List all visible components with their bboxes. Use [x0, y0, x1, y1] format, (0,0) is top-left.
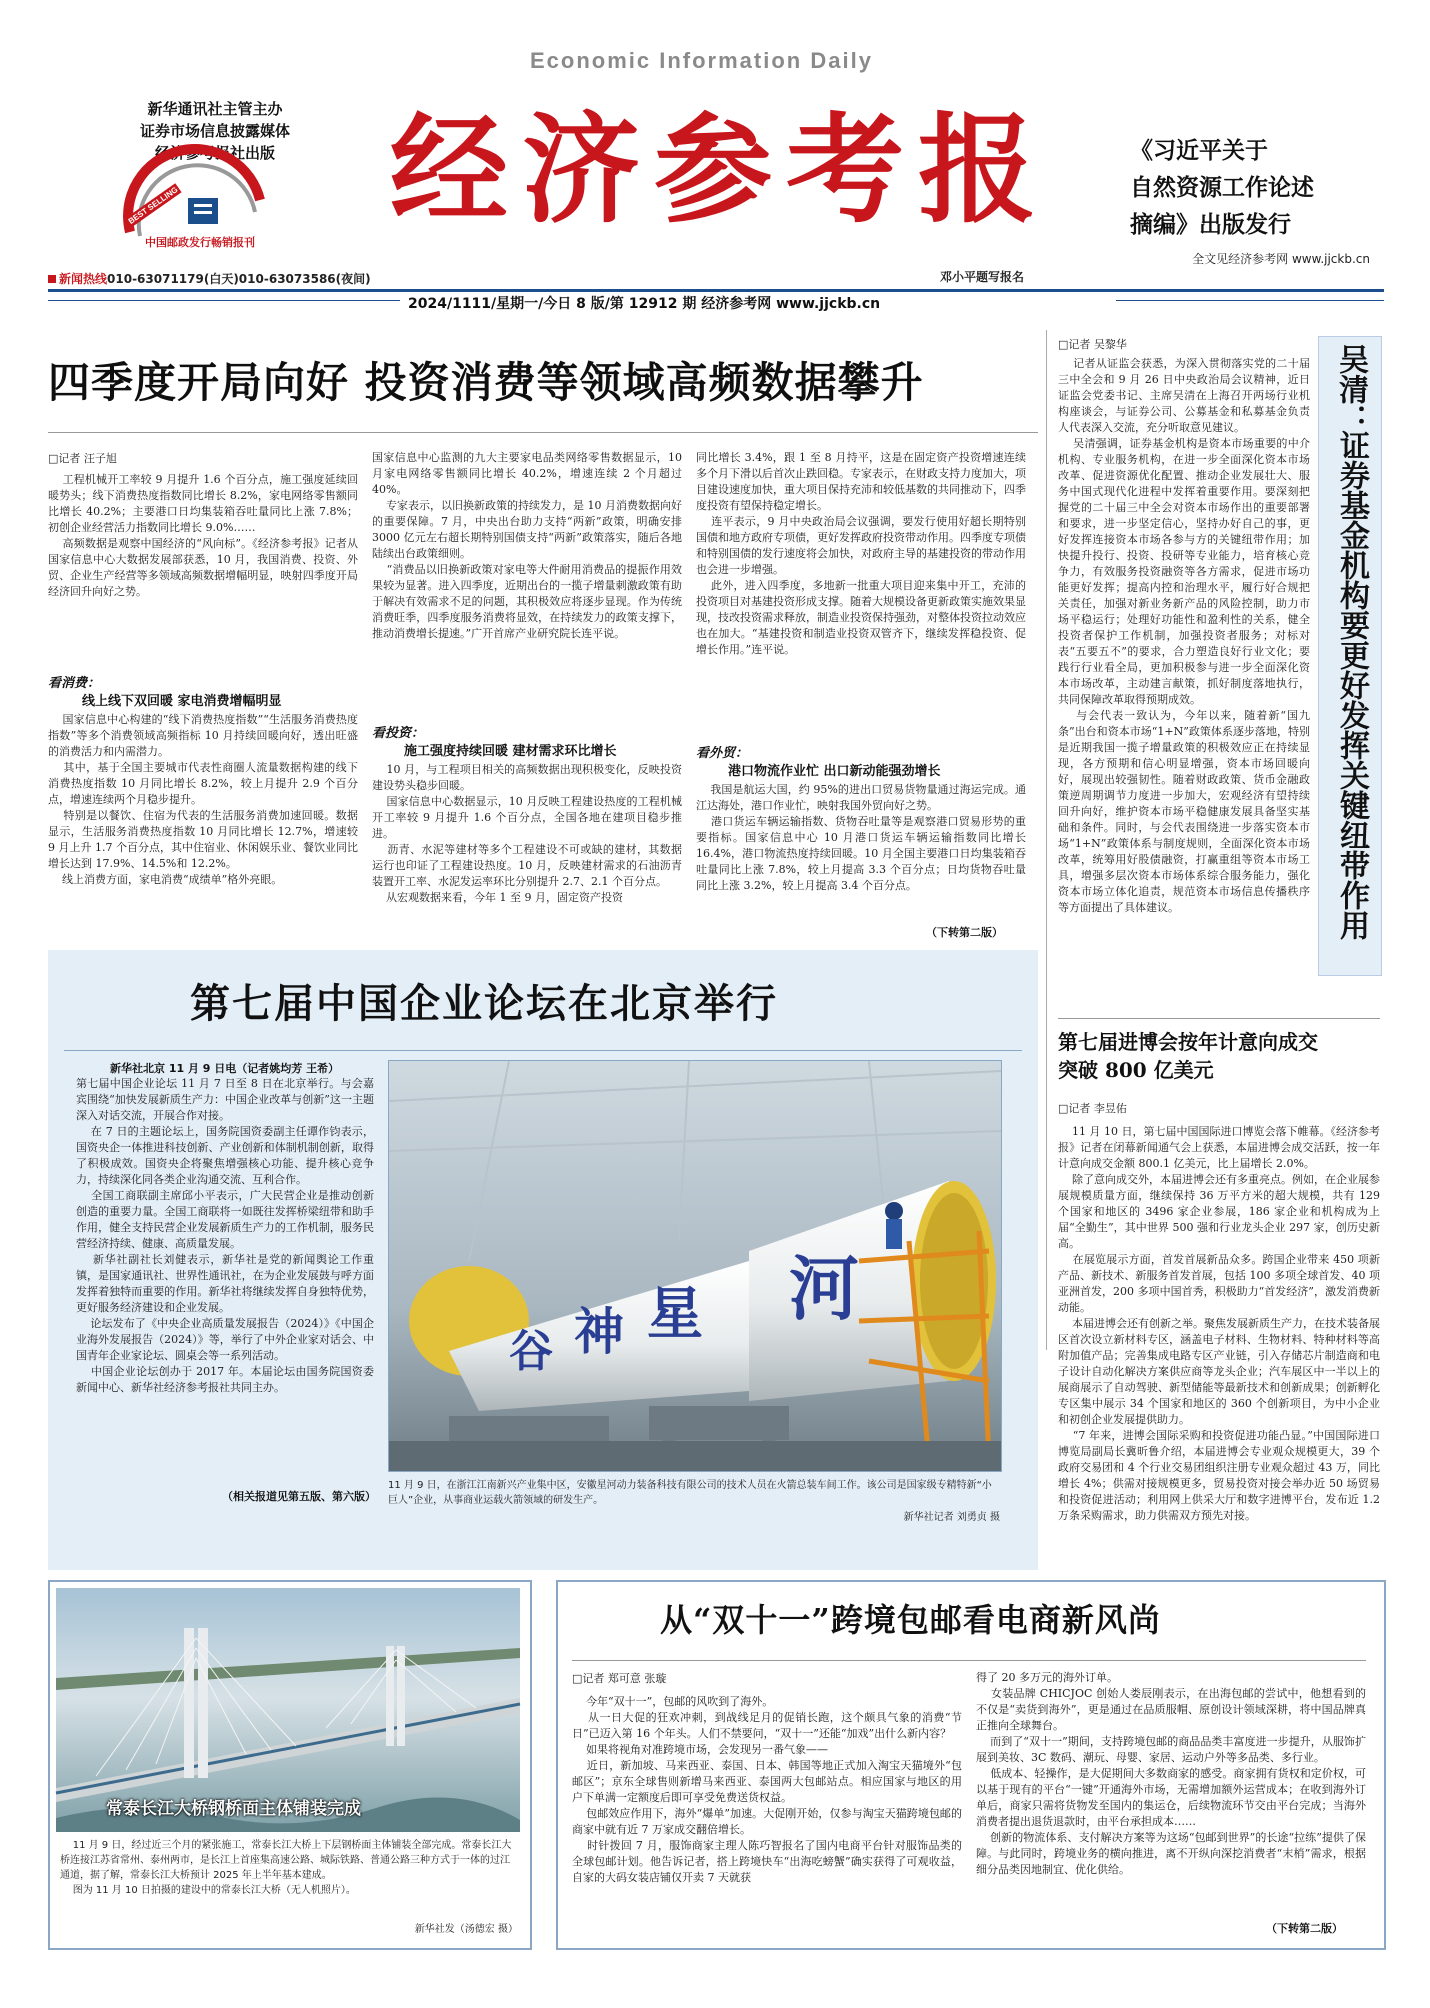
phone-icon — [48, 275, 56, 283]
lead-headline: 四季度开局向好 投资消费等领域高频数据攀升 — [48, 358, 924, 407]
promo-box — [1130, 132, 1370, 243]
wuqing-byline: □记者 吴黎华 — [1058, 338, 1127, 351]
rocket-char: 神 — [574, 1303, 624, 1361]
inscription: 邓小平题写报名 — [940, 270, 1025, 284]
bridge-overlay: 常泰长江大桥钢桥面主体铺装完成 — [106, 1799, 361, 1819]
lead-col1b: 国家信息中心构建的“线下消费热度指数”“生活服务消费热度指数”等多个消费领域高频指标 10 月持续回暖向好，透出旺盛的消费活力和内需潜力。 其中，基于全国主要城市代表性商圈人流量数据构建的线下消费热度指数 10 月同比增长 8.2%，较上月提升 2.9 个百分点，增速连续两个月稳步提升。 特别是以餐饮、住宿为代表的生活服务消费加速回暖。数据显示，生活服务消费热度指数 10 月同比增长 12.7%，增速较 9 月上升 1.7 个百分点，其中住宿业、休闲娱乐业、餐饮业同比增长达到 17.9%、14.5%和 12.2%。 线上消费方面，家电消费“成绩单”格外亮眼。 — [48, 713, 358, 886]
lead-col2: 国家信息中心监测的九大主要家电品类网络零售数据显示，10 月家电网络零售额同比增长 40.2%，增速连续 2 个月超过 40%。 专家表示，以旧换新政策的持续发力，是 10 月消费数据向好的重要保障。7 月，中央出台助力支持“两新”政策，明确安排 3000 亿元左右超长期特别国债支持“两新”政策落实，随后各地陆续出台政策细则。 “消费品以旧换新政策对家电等大件耐用消费品的提振作用效果较为显著。进入四季度，近期出台的一揽子增量刺激政策有助于解决有效需求不足的问题，其积极效应将逐步显现。作为传统消费旺季，四季度服务消费将显效，在持续发力的政策支撑下，推动消费增长提速。”广开首席产业研究院长连平说。 — [372, 451, 682, 640]
masthead-title: 经济参考报 — [390, 100, 1051, 239]
bridge-caption: 11 月 9 日，经过近三个月的紧张施工，常泰长江大桥上下层钢桥面主体铺装全部完成。常泰长江大桥连接江苏省常州、泰州两市，是长江上首座集高速公路、城际铁路、普通公路三种方式于一体的过江通道，据了解，常泰长江大桥预计 2025 年上半年基本建成。 图为 11 月 10 日拍摄的建设中的常泰长江大桥（无人机照片）。 — [60, 1840, 512, 1896]
bridge-credit: 新华社发（汤德宏 摄） — [414, 1924, 518, 1935]
ciie-headline-line: 第七届进博会按年计意向成交 — [1058, 1030, 1318, 1054]
forum-body: 第七届中国企业论坛 11 月 7 日至 8 日在北京举行。与会嘉宾围绕“加快发展新质生产力：中国企业改革与创新”这一主题深入对话交流，开展合作对接。 在 7 日的主题论坛上，国务院国资委副主任谭作钧表示，国资央企一体推进科技创新、产业创新和体制机制创新，取得了积极成效。国资央企将聚焦增强核心功能、提升核心竞争力，持续深化同各类企业沟通交流、互利合作。 全国工商联副主席邱小平表示，广大民营企业是推动创新创造的重要力量。全国工商联将一如既往发挥桥梁纽带和助手作用，健全支持民营企业发展新质生产力的工作机制，服务民营经济持续、健康、高质量发展。 新华社副社长刘健表示，新华社是党的新闻舆论工作重镇，是国家通讯社、世界性通讯社，在为企业发展鼓与呼方面发挥着独特而重要的作用。新华社将继续发挥自身独特优势，更好服务经济建设和企业发展。 论坛发布了《中央企业高质量发展报告（2024）》《中国企业海外发展报告（2024）》等，举行了中外企业家对话会、中国青年企业家论坛、圆桌会等一系列活动。 中国企业论坛创办于 2017 年。本届论坛由国务院国资委新闻中心、新华社经济参考报社共同主办。 — [76, 1077, 374, 1394]
rocket-photo-illustration — [389, 1061, 1001, 1471]
kicker-investment: 看投资： — [372, 726, 425, 741]
rocket-photo — [388, 1060, 1002, 1472]
postal-badge — [110, 170, 280, 250]
promo-note: 全文见经济参考网 www.jjckb.cn — [1192, 252, 1370, 266]
ciie-headline — [1058, 1028, 1380, 1084]
lead-col3: 同比增长 3.4%，跟 1 至 8 月持平，这是在固定资产投资增速连续多个月下滑以后首次止跌回稳。专家表示，在财政支持力度加大，项目建设速度加快，重大项目保持充沛和较低基数的共同推动下，四季度投资有望保持稳定增长。 连平表示，9 月中央政治局会议强调，要发行使用好超长期特别国债和地方政府专项债，更好发挥政府投资带动作用。四季度专项债和特别国债的发行速度将会加快，对政府主导的基建投资的带动作用也会进一步增强。 此外，进入四季度，多地新一批重大项目迎来集中开工，充沛的投资项目对基建投资形成支撑。随着大规模设备更新政策实施效果显现，技改投资需求释放，制造业投资保持强劲，对整体投资拉动效应也在加大。“基建投资和制造业投资双管齐下，继续发挥稳投资、促增长作用。”连平说。 — [696, 451, 1026, 656]
bridge-photo — [56, 1588, 520, 1832]
promo-line: 摘编》出版发行 — [1130, 211, 1291, 238]
wuqing-headline-text: 证券基金机构要更好发挥关键纽带作用 — [1334, 430, 1369, 940]
kicker-trade: 看外贸： — [696, 746, 749, 761]
lead-col2b: 10 月，与工程项目相关的高频数据出现积极变化，反映投资建设势头稳步回暖。 国家信息中心数据显示，10 月反映工程建设热度的工程机械开工率较 9 月提升 1.6 个百分点，全国各地在建项目稳步推进。 沥青、水泥等建材等多个工程建设不可或缺的建材，其数据运行也印证了工程建设热度。10 月，反映建材需求的石油沥青装置开工率、水泥发运率环比分别提升 2.7、2.1 个百分点。 从宏观数据来看，今年 1 至 9 月，固定资产投资 — [372, 763, 682, 904]
postal-badge-text: 中国邮政发行畅销报刊 — [145, 236, 255, 249]
wuqing-body: 记者从证监会获悉，为深入贯彻落实党的二十届三中全会和 9 月 26 日中央政治局会议精神，近日证监会党委书记、主席吴清在上海召开两场行业机构座谈会，与证券公司、公募基金和私募基金负责人代表深入交流，充分听取意见建议。 吴清强调，证券基金机构是资本市场重要的中介机构、专业服务机构，在进一步全面深化资本市场改革、促进资源优化配置、推动企业发展壮大、服务中国式现代化进程中发挥着重要作用。要深刻把握党的二十届三中全会对资本市场作出的重要部署和要求，进一步坚定信心，坚持办好自己的事，更好发挥连接资本市场各参与方的关键纽带作用；加快提升投行、投资、投研等专业能力，培育核心竞争力，有效服务投资融资等各方需求，促进市场功能更好发挥；提高内控和治理水平，履行好合规把关责任，加强对新业务新产品的风险控制，助力市场平稳运行；处理好功能性和盈利性的关系，健全投资者保护工作机制，加强投资者服务；对标对表“五要五不”的要求，合力塑造良好行业文化；要践行行业看全局，更加积极参与进一步全面深化资本市场改革，主动建言献策，抓好制度落地执行，共同保障改革取得预期成效。 与会代表一致认为，今年以来，随着新“国九条”出台和资本市场“1+N”政策体系逐步落地，特别是近期我国一揽子增量政策的积极效应正在持续显现，各方预期和信心明显增强，资本市场回暖向好，展现出较强韧性。随着财政政策、货币金融政策逆周期调节力度进一步加大，宏观经济有望持续回升向好，维护资本市场平稳健康发展具备坚实基础和条件。同时，与会代表围绕进一步落实资本市场“1+N”政策体系与制度规则，全面深化资本市场改革，统筹用好股债融资，打赢重组等资本市场工具，增强多层次资本市场体系综合服务能力，强化资本市场立体化追责，规范资本市场信息传播秩序等方面提出了具体建议。 — [1058, 357, 1310, 914]
ecom-headline: 从“双十一”跨境包邮看电商新风尚 — [660, 1601, 1161, 1639]
subhead-investment: 施工强度持续回暖 建材需求环比增长 — [404, 744, 617, 759]
lead-headline-rule — [48, 432, 1038, 433]
subhead-trade: 港口物流作业忙 出口新动能强劲增长 — [728, 764, 941, 779]
publisher-line: 证券市场信息披露媒体 — [139, 122, 290, 140]
lead-col3b: 我国是航运大国，约 95%的进出口贸易货物量通过海运完成。通江达海处，港口作业忙，映射我国外贸向好之势。 港口货运车辆运输指数、货物吞吐量等是观察港口贸易形势的重要指标。国家信息中心 10 月港口货运车辆运输指数同比增长 16.4%，港口物流热度持续回暖。10 月全国主要港口日均集装箱吞吐量同比上涨 7.8%，较上月提高 3.3 个百分点；日均货物吞吐量同比上涨 3.2%，较上月提高 3.4 个百分点。 — [696, 783, 1026, 892]
hotline-label: 新闻热线 — [59, 272, 108, 286]
kicker-consumption: 看消费： — [48, 676, 101, 691]
ecom-jump: （下转第二版） — [1266, 1922, 1343, 1935]
forum-headline-rule — [64, 1050, 1022, 1051]
subhead-consumption: 线上线下双回暖 家电消费增幅明显 — [82, 694, 282, 709]
ciie-rule — [1058, 1018, 1380, 1019]
hotline-row — [48, 270, 508, 287]
rocket-char: 星 — [647, 1282, 703, 1347]
english-name: Economic Information Daily — [530, 48, 873, 73]
forum-headline: 第七届中国企业论坛在北京举行 — [190, 981, 778, 1027]
right-divider — [1046, 330, 1047, 1350]
promo-line: 自然资源工作论述 — [1130, 174, 1314, 201]
ecom-headline-rule — [572, 1660, 1366, 1661]
ecom-col2: 得了 20 多万元的海外订单。 女装品牌 CHICJOC 创始人娄辰刚表示，在出海包邮的尝试中，他想看到的不仅是“卖货到海外”，更是通过在品质服帽、原创设计领域深耕，将中国品牌真正推向全球舞台。 而到了“双十一”期间，支持跨境包邮的商品品类丰富度进一步提升，从服饰扩展到美妆、3C 数码、潮玩、母婴、家居、运动户外等多品类、多行业。 低成本、轻操作，是大促期间大多数商家的感受。商家拥有货权和定价权，可以基于现有的平台“一键”开通海外市场，无需增加额外运营成本；在收到海外订单后，商家只需将货物发至国内的集运仓，后续物流环节交由平台完成；当海外消费者提出退货退款时，由平台承担成本…… 创新的物流体系、支付解决方案等为这场“包邮到世界”的长途“拉练”提供了保障。与此同时，跨境业务的横向推进，离不开纵向深挖消费者“末梢”需求，根据细分品类因地制宜、优化供给。 — [976, 1671, 1366, 1876]
lead-jump: （下转第二版） — [926, 926, 1003, 939]
publisher-line: 经济参考报社出版 — [154, 144, 275, 162]
promo-line: 《习近平关于 — [1130, 137, 1268, 164]
rocket-char: 谷 — [509, 1326, 553, 1377]
hotline-number: 010-63071179(白天)010-63073586(夜间) — [107, 272, 371, 286]
rocket-char: 河 — [789, 1248, 859, 1330]
ciie-headline-line: 突破 800 亿美元 — [1058, 1058, 1214, 1082]
postal-badge-ribbon: BEST SELLING — [124, 183, 181, 228]
lead-col1: 工程机械开工率较 9 月提升 1.6 个百分点，施工强度延续回暖势头；线下消费热度指数同比增长 8.2%，家电网络零售额同比增长 40.2%；主要港口日均集装箱吞吐量同比上涨 7.8%；初创企业经营活力指数同比增长 9.0%…… 高频数据是观察中国经济的“风向标”。《经济参考报》记者从国家信息中心大数据发展部获悉，10 月，我国消费、投资、外贸、企业生产经营等多领域高频数据增幅明显，映射四季度开局经济回升向好之势。 — [48, 473, 358, 598]
lead-byline: □记者 汪子旭 — [48, 452, 117, 465]
rocket-credit: 新华社记者 刘勇贞 摄 — [903, 1512, 1000, 1523]
ecom-col1: 今年“双十一”，包邮的风吹到了海外。 从一日大促的狂欢冲刺，到战线足月的促销长跑，这个颇具气象的消费“节日”已迈入第 16 个年头。人们不禁要问，“双十一”还能“加戏”出什么新内容？ 如果将视角对准跨境市场，会发现另一番气象—— 近日，新加坡、马来西亚、泰国、日本、韩国等地正式加入淘宝天猫境外“包邮区”；京东全球售则新增马来西亚、泰国两大包邮站点。相应国家与地区的用户下单满一定额度后即可享受免费送货权益。 包邮效应作用下，海外“爆单”加速。大促刚开始，仅参与淘宝天猫跨境包邮的商家中就有近 7 万家成交翻倍增长。 时针拨回 7 月，服饰商家主理人陈巧智报名了国内电商平台针对服饰品类的全球包邮计划。他告诉记者，搭上跨境快车“出海吃螃蟹”确实获得了可观收益，自家的大码女装店铺仅开卖 7 天就获 — [572, 1695, 962, 1884]
forum-dateline: 新华社北京 11 月 9 日电（记者姚均芳 王希） — [110, 1062, 340, 1075]
issue-line: 2024/1111/星期一/今日 8 版/第 12912 期 经济参考网 www.jjckb.cn — [400, 293, 1116, 313]
ecom-byline: □记者 郑可意 张璇 — [572, 1672, 667, 1685]
ciie-byline: □记者 李昱佑 — [1058, 1102, 1127, 1115]
forum-related: （相关报道见第五版、第六版） — [222, 1490, 376, 1503]
rocket-caption: 11 月 9 日，在浙江江南新兴产业集中区，安徽星河动力装备科技有限公司的技术人员在火箭总装车间工作。该公司是国家级专精特新“小巨人”企业，从事商业运载火箭领域的研发生产。 — [388, 1480, 992, 1506]
wuqing-headline-name: 吴清： — [1333, 344, 1368, 434]
ciie-body: 11 月 10 日，第七届中国国际进口博览会落下帷幕。《经济参考报》记者在闭幕新闻通气会上获悉，本届进博会成交活跃，按一年计意向成交金额 800.1 亿美元，比上届增长 2.0%。 除了意向成交外，本届进博会还有多重亮点。例如，在企业展参展规模质量方面，继续保持 36 万平方米的超大规模，共有 129 个国家和地区的 3496 家企业参展，186 家企业和机构成为上届“全勤生”，其中世界 500 强和行业龙头企业 297 家，创历史新高。 在展览展示方面，首发首展新品众多。跨国企业带来 450 项新产品、新技术、新服务首发首展，包括 100 多项全球首发、40 项亚洲首发，200 多项中国首秀，积极助力“首发经济”，激发消费新动能。 本届进博会还有创新之举。聚焦发展新质生产力，在技术装备展区首次设立新材料专区，涵盖电子材料、生物材料、特种材料等高附加值产品；完善集成电路专区产业链，引入存储芯片制造商和电子设计自动化解决方案供应商等龙头企业；汽车展区中一半以上的展商展示了自动驾驶、新型储能等最新技术和创新成果；创新孵化专区集中展示 34 个国家和地区的 360 个创新项目，为中小企业和初创企业发展提供助力。 “7 年来，进博会国际采购和投资促进功能凸显。”中国国际进口博览局副局长冀昕鲁介绍，本届进博会专业观众规模更大，39 个政府交易团和 4 个行业交易团组织注册专业观众超过 43 万，同比增长 4%；供需对接规模更多，贸易投资对接会举办近 50 场贸易和投资促进活动；利用网上供采大厅和数字进博平台，发布近 1.2 万条采购需求，助力供需双方预先对接。 — [1058, 1125, 1380, 1522]
publisher-line: 新华通讯社主管主办 — [147, 100, 283, 118]
